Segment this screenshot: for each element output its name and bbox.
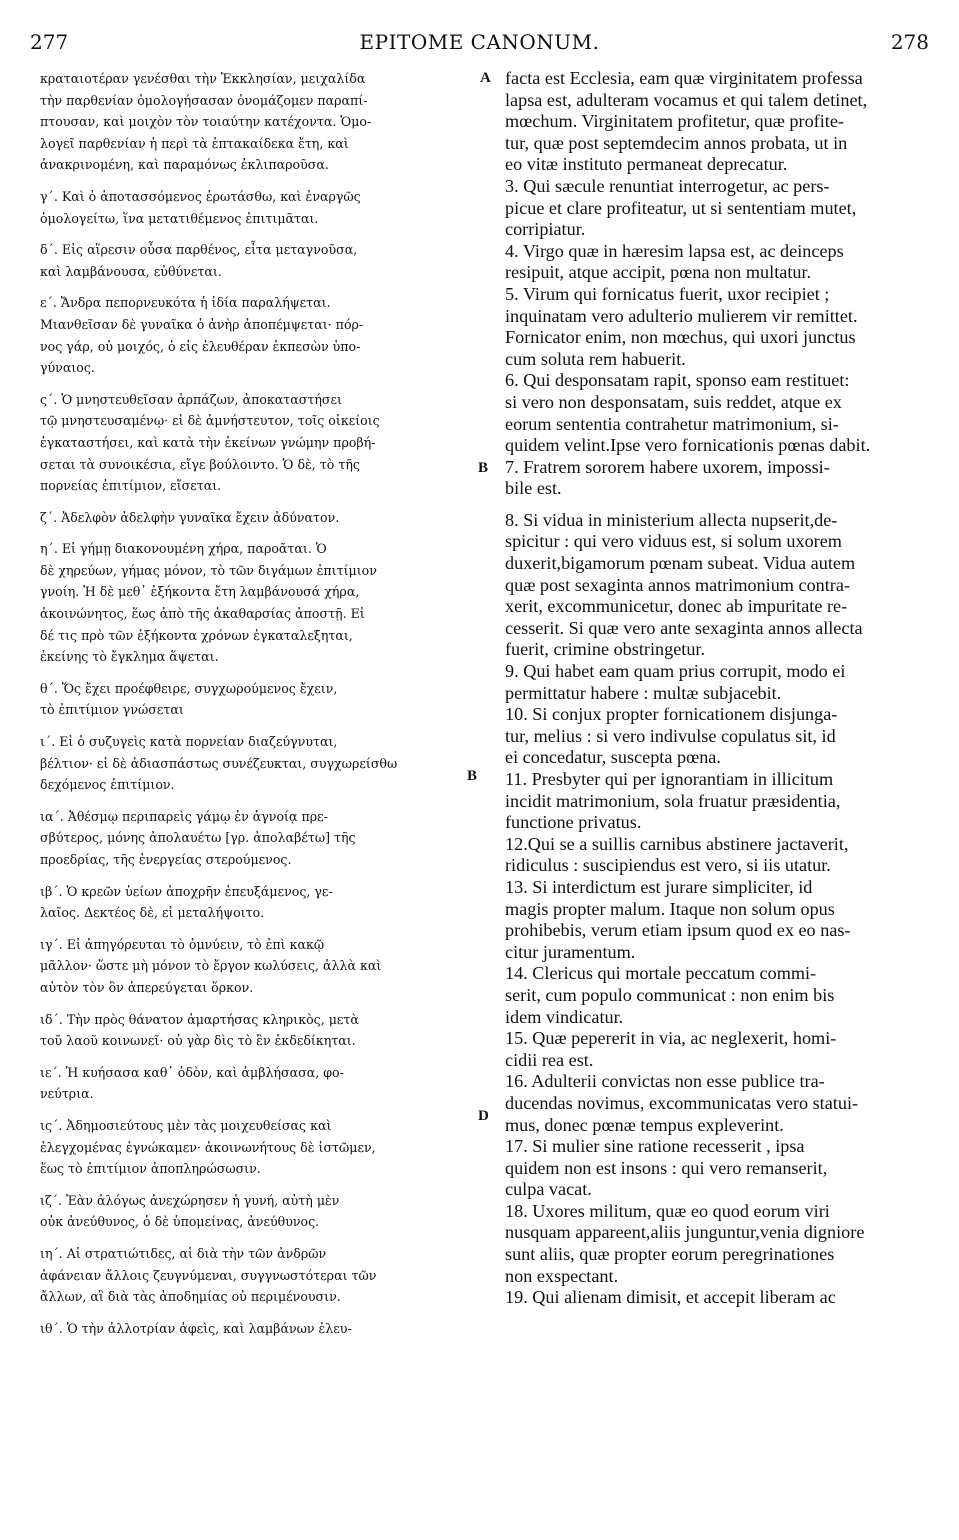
greek-canon-7: ζ΄. Ἀδελφὸν ἀδελφὴν γυναῖκα ἔχειν ἀδύνατον. xyxy=(40,509,340,525)
margin-marker-d: D xyxy=(478,1108,489,1124)
greek-canon-8: η΄. Εἰ γήμῃ διακονουμένη χήρα, παροᾶται. Ὁ δὲ χηρεύων, γήμας μόνον, τὸ τῶν διγάμων ἐπιτίμιον γνοίη. Ἡ δὲ μεθ᾿ ἑξήκοντα ἔτη λαμβάνουσά χήρα, ἀκοινώνητος, ἕως ἀπὸ τῆς ἀκαθαρσίας ἀποστῇ. Εἰ δέ τις πρὸ τῶν ἑξήκοντα χρόνων ἐγκαταλεξηται, ἐκείνης τὸ ἔγκλημα ἅψεται. xyxy=(40,541,377,665)
spacer xyxy=(505,500,925,510)
latin-canon-18: 18. Uxores militum, quæ eo quod eorum viri nusquam appareent,aliis junguntur,venia digniore sunt aliis, quæ propter eorum peregrinationes non exspectant. xyxy=(505,1200,865,1286)
greek-canon-14: ιδ΄. Τὴν πρὸς θάνατον ἁμαρτήσας κληρικὸς, μετὰ τοῦ λαοῦ κοινωνεῖ· οὐ γὰρ δὶς τὸ ἓν ἐκδεδίκηται. xyxy=(40,1011,359,1049)
page-header xyxy=(30,30,929,60)
latin-canon-5: 5. Virum qui fornicatus fuerit, uxor recipiet ; inquinatam vero adulterio mulierem vir remittet. Fornicator enim, non mœchus, qui uxori junctus cum soluta rem habuerit. xyxy=(505,283,858,369)
latin-canon-3: 3. Qui sæcule renuntiat interrogetur, ac pers- picue et clare profiteatur, ut si sententiam mutet, corripiatur. xyxy=(505,175,857,240)
latin-canon-2-cont: facta est Ecclesia, eam quæ virginitatem professa lapsa est, adulteram vocamus et qui talem detinet, mœchum. Virginitatem profitetur, quæ profite- tur, quæ post septemdecim annos probata, ut in eo vitæ instituto permaneat deprecatur. xyxy=(505,68,868,175)
page-number-right: 278 xyxy=(890,30,929,54)
latin-canon-9: 9. Qui habet eam quam prius corrupit, modo ei permittatur habere : multæ subjacebit. xyxy=(505,661,846,703)
running-title: EPITOME CANONUM. xyxy=(359,30,600,54)
latin-canon-19: 19. Qui alienam dimisit, et accepit liberam ac xyxy=(505,1287,836,1308)
margin-marker-b: B xyxy=(478,460,489,476)
greek-canon-4: δ΄. Εἰς αἵρεσιν οὖσα παρθένος, εἶτα μεταγνοῦσα, καὶ λαμβάνουσα, εὐθύνεται. xyxy=(40,242,358,279)
greek-canon-10: ι΄. Εἰ ὁ συζυγεὶς κατὰ πορνείαν διαζεύγνυται, βέλτιον· εἰ δὲ ἀδιασπάστως συνέζευκται, συγχωρείσθω δεχόμενος ἐπιτίμιον. xyxy=(40,734,398,793)
greek-canon-11: ια΄. Ἀθέσμῳ περιπαρεὶς γάμῳ ἐν ἀγνοίᾳ πρε- σβύτερος, μόνης ἀπολαυέτω [γρ. ἀπολαβέτω] τῆς προεδρίας, τῆς ἐνεργείας στερούμενος. xyxy=(40,808,356,867)
greek-canon-13: ιγ΄. Εἰ ἀπηγόρευται τὸ ὀμνύειν, τὸ ἐπὶ κακῷ μᾶλλον· ὥστε μὴ μόνον τὸ ἔργον κωλύσεις, ἀλλὰ καὶ αὐτὸν τὸν ὃν ἀπερεύγεται ὅρκον. xyxy=(40,936,382,995)
margin-marker-a: A xyxy=(480,70,491,86)
latin-canon-13: 13. Si interdictum est jurare simpliciter, id magis propter malum. Itaque non solum opus prohibebis, verum etiam ipsum quod ex eo nas- citur juramentum. xyxy=(505,876,851,962)
greek-canon-19: ιθ΄. Ὁ τὴν ἀλλοτρίαν ἀφεὶς, καὶ λαμβάνων ἐλευ- xyxy=(40,1320,352,1336)
latin-canon-11: 11. Presbyter qui per ignorantiam in illicitum incidit matrimonium, sola fruatur præsidentia, functione privatus. xyxy=(505,769,841,833)
latin-canon-16: 16. Adulterii convictas non esse publice tra- ducendas novimus, excommunicatas vero statui- mus, donec pœnæ tempus expleverint. xyxy=(505,1071,859,1135)
latin-canon-6: 6. Qui desponsatam rapit, sponso eam restituet: si vero non desponsatam, suis reddet, atque ex eorum sententia contrahetur matrimonium, si- quidem velint.Ipse vero fornicationis pœnas dabit. xyxy=(505,370,871,456)
latin-canon-12: 12.Qui se a suillis carnibus abstinere jactaverit, ridiculus : suscipiendus est vero, si iis utatur. xyxy=(505,833,849,876)
latin-canon-15: 15. Quæ pepererit in via, ac neglexerit, homi- cidii rea est. xyxy=(505,1028,837,1070)
greek-canon-18: ιη΄. Αἱ στρατιώτιδες, αἱ διὰ τὴν τῶν ἀνδρῶν ἀφάνειαν ἄλλοις ζευγνύμεναι, συγγνωστότεραι τῶν ἄλλων, αἳ διὰ τὰς ἀποδημίας οὐ περιμένουσιν. xyxy=(40,1245,377,1305)
latin-canon-17: 17. Si mulier sine ratione recesserit , ipsa quidem non est insons : qui vero remanserit, culpa vacat. xyxy=(505,1136,828,1200)
margin-marker-b-second: B xyxy=(467,768,478,784)
greek-canon-3: γ΄. Καὶ ὁ ἀποτασσόμενος ἐρωτάσθω, καὶ ἐναργῶς ὁμολογείτω, ἵνα μετατιθέμενος ἐπιτιμᾶται. xyxy=(40,188,361,226)
latin-canon-10: 10. Si conjux propter fornicationem disjunga- tur, melius : si vero indivulse copulatus sit, id ei concedatur, suscepta pœna. xyxy=(505,704,838,768)
latin-canon-4: 4. Virgo quæ in hæresim lapsa est, ac deinceps resipuit, atque accipit, pœna non multatur. xyxy=(505,240,844,283)
greek-canon-15: ιε΄. Ἡ κυήσασα καθ᾿ ὁδὸν, καὶ ἀμβλήσασα, φο- νεύτρια. xyxy=(40,1064,344,1102)
greek-canon-17: ιζ΄. Ἐὰν ἀλόγως ἀνεχώρησεν ἡ γυνή, αὐτὴ μὲν οὐκ ἀνεύθυνος, ὁ δὲ ὑπομείνας, ἀνεύθυνος. xyxy=(40,1192,340,1230)
latin-canon-8: 8. Si vidua in ministerium allecta nupserit,de- spicitur : qui vero viduus est, si solum uxorem duxerit,bigamorum pœnam subeat. Vidua autem quæ post sexaginta annos matrimonium contra- xerit, excommunicetur, donec ab impuritate re- cesserit. Si quæ vero ante sexaginta annos allecta fuerit, crimine obstringetur. xyxy=(505,509,863,660)
latin-column xyxy=(505,68,925,1309)
page-number-left: 277 xyxy=(30,30,69,54)
greek-canon-6: ς΄. Ὁ μνηστευθεῖσαν ἁρπάζων, ἀποκαταστήσει τῷ μνηστευσαμένῳ· εἰ δὲ ἀμνήστευτον, τοῖς οἰκείοις ἐγκαταστήσει, καὶ κατὰ τὴν ἐκείνων γνώμην προβή- σεται τὰ συνοικέσια, εἴγε βούλοιντο. Ὁ δὲ, τὸ τῆς πορνείας ἐπιτίμιον, εἴσεται. xyxy=(40,391,380,494)
greek-canon-2-cont: κραταιοτέραν γενέσθαι τὴν Ἐκκλησίαν, μειχαλίδα τὴν παρθενίαν ὁμολογήσασαν ὀνομάζομεν παραπί- πτουσαν, καὶ μοιχὸν τὸν τοιαύτην κατέχοντα. Ὁμο- λογεῖ παρθενίαν ἡ περὶ τὰ ἑπτακαίδεκα ἔτη, καὶ ἀνακρινομένη, καὶ παραμόνως ἐκλιπαροῦσα. xyxy=(40,71,372,173)
greek-canon-12: ιβ΄. Ὁ κρεῶν ὑείων ἀποχρῆν ἐπευξάμενος, γε- λαῖος. Δεκτέος δὲ, εἰ μεταλήψοιτο. xyxy=(40,883,333,921)
greek-column xyxy=(40,68,480,1349)
latin-canon-14: 14. Clericus qui mortale peccatum commi- serit, cum populo communicat : non enim bis idem vindicatur. xyxy=(505,963,835,1027)
greek-canon-16: ις΄. Ἀδημοσιεύτους μὲν τὰς μοιχευθείσας καὶ ἐλεγχομένας ἐγνώκαμεν· ἀκοινωνήτους δὲ ἱστῶμεν, ἕως τὸ ἐπιτίμιον ἀποπληρώσωσιν. xyxy=(40,1117,376,1177)
greek-canon-5: ε΄. Ἄνδρα πεπορνευκότα ἡ ἰδία παραλήψεται. Μιανθεῖσαν δὲ γυναῖκα ὁ ἀνὴρ ἀποπέμψεται· πόρ- νος γάρ, οὐ μοιχός, ὁ εἰς ἐλευθέραν ἐκπεσὼν ὑπο- γύναιος. xyxy=(40,295,364,376)
latin-canon-7: 7. Fratrem sororem habere uxorem, impossi- bile est. xyxy=(505,456,830,499)
greek-canon-9: θ΄. Ὅς ἔχει προέφθειρε, συγχωρούμενος ἔχειν, τὸ ἐπιτίμιον γνώσεται xyxy=(40,680,338,718)
